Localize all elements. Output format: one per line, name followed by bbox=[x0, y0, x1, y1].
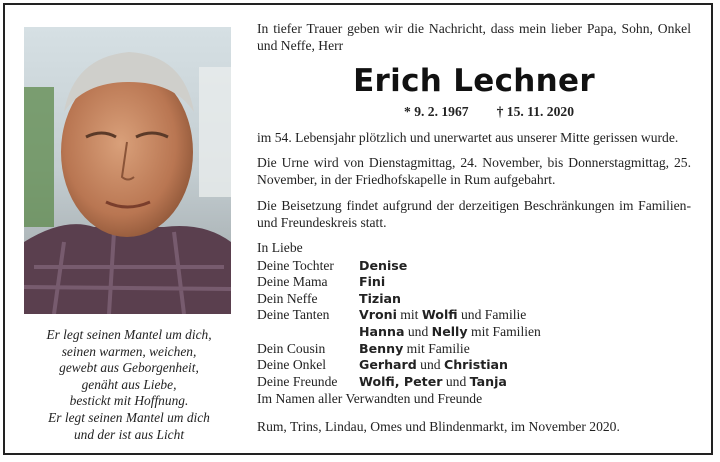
family-member-name: Hanna bbox=[359, 324, 405, 340]
paragraph-death: im 54. Lebensjahr plötzlich und unerwartet aus unserer Mitte gerissen wurde. bbox=[257, 129, 679, 145]
family-member-name: Nelly bbox=[431, 324, 468, 340]
family-names bbox=[359, 307, 541, 324]
family-connector: und bbox=[416, 357, 444, 373]
family-member-name: Fini bbox=[359, 274, 386, 290]
poem-line: und der ist aus Licht bbox=[73, 426, 185, 442]
birth-date: * 9. 2. 1967 bbox=[404, 103, 469, 119]
family-names bbox=[359, 357, 541, 374]
family-member-name: Tizian bbox=[359, 290, 402, 306]
poem-line: genäht aus Liebe, bbox=[81, 376, 177, 392]
family-list bbox=[257, 258, 541, 391]
family-row bbox=[257, 274, 541, 291]
family-row bbox=[257, 357, 541, 374]
family-row bbox=[257, 307, 541, 324]
family-relation: Deine Tanten bbox=[257, 307, 330, 323]
family-member-name: Benny bbox=[359, 340, 404, 356]
family-connector: und Familie bbox=[457, 307, 527, 323]
family-row bbox=[257, 291, 541, 308]
place-date: Rum, Trins, Lindau, Omes und Blindenmarkt, im November 2020. bbox=[257, 418, 620, 434]
family-names bbox=[359, 274, 541, 291]
poem-line: gewebt aus Geborgenheit, bbox=[59, 360, 199, 376]
family-names bbox=[359, 258, 541, 275]
life-dates bbox=[257, 103, 691, 120]
family-member-name: Wolfi, Peter bbox=[359, 373, 443, 389]
closing-line: Im Namen aller Verwandten und Freunde bbox=[257, 391, 483, 407]
family-row bbox=[257, 258, 541, 275]
family-names bbox=[359, 324, 541, 341]
family-member-name: Christian bbox=[443, 357, 509, 373]
family-member-name: Wolfi bbox=[421, 307, 458, 323]
family-connector: mit bbox=[396, 307, 422, 323]
in-liebe: In Liebe bbox=[257, 240, 303, 256]
deceased-name: Erich Lechner bbox=[353, 62, 595, 99]
poem-line: Er legt seinen Mantel um dich bbox=[48, 409, 210, 425]
family-names bbox=[359, 341, 541, 358]
family-connector: und bbox=[404, 324, 432, 340]
paragraph-burial: Die Beisetzung findet aufgrund der derzeitigen Beschränkungen im Familien- und Freundeskreis statt. bbox=[257, 197, 691, 231]
family-relation: Dein Cousin bbox=[257, 340, 326, 356]
obituary-text bbox=[257, 20, 691, 435]
death-date: † 15. 11. 2020 bbox=[496, 103, 574, 119]
portrait-photo bbox=[24, 27, 231, 314]
poem-line: seinen warmen, weichen, bbox=[61, 343, 197, 359]
family-relation: Deine Freunde bbox=[257, 373, 338, 389]
family-connector: mit Familien bbox=[467, 324, 541, 340]
paragraph-urn: Die Urne wird von Dienstagmittag, 24. November, bis Donnerstagmittag, 25. November, in der Friedhofskapelle in Rum aufgebahrt. bbox=[257, 155, 691, 188]
family-relation: Dein Neffe bbox=[257, 290, 318, 306]
intro-text: In tiefer Trauer geben wir die Nachricht, dass mein lieber Papa, Sohn, Onkel und Neffe, Herr bbox=[257, 21, 691, 54]
family-member-name: Denise bbox=[359, 257, 408, 273]
family-relation: Deine Onkel bbox=[257, 357, 327, 373]
poem-line: bestickt mit Hoffnung. bbox=[69, 393, 189, 409]
family-connector: und bbox=[442, 373, 470, 389]
family-row bbox=[257, 341, 541, 358]
family-row bbox=[257, 324, 541, 341]
family-names bbox=[359, 291, 541, 308]
family-member-name: Tanja bbox=[469, 373, 507, 389]
family-relation: Deine Tochter bbox=[257, 257, 334, 273]
poem-line: Er legt seinen Mantel um dich, bbox=[46, 327, 212, 342]
poem bbox=[14, 327, 244, 443]
family-relation: Deine Mama bbox=[257, 274, 328, 290]
family-names bbox=[359, 374, 541, 391]
family-relation bbox=[257, 324, 359, 341]
family-member-name: Gerhard bbox=[359, 357, 417, 373]
family-row bbox=[257, 374, 541, 391]
family-member-name: Vroni bbox=[359, 307, 397, 323]
family-connector: mit Familie bbox=[403, 340, 470, 356]
